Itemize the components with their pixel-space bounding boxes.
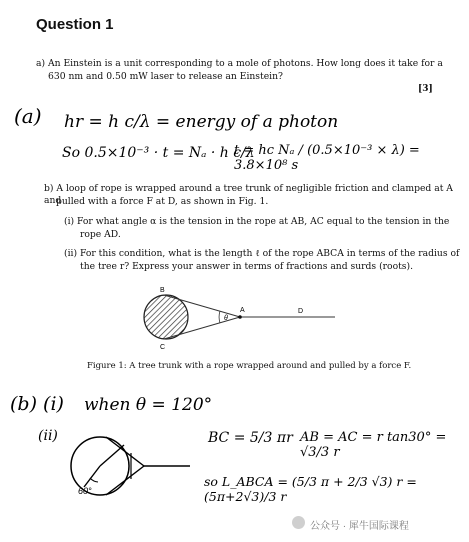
part-b-sub-ii-line2: the tree r? Express your answer in terms of fractions and surds (roots).: [80, 261, 414, 272]
hand-sketch: [64, 428, 194, 503]
label-theta: θ: [224, 315, 228, 322]
sketch-radius: [84, 466, 100, 487]
hand-b-ii-label: (ii): [38, 428, 58, 444]
tree-trunk: [144, 295, 188, 339]
hand-b-label: (b) (i): [10, 393, 64, 415]
wechat-icon: [292, 516, 305, 529]
watermark-text: 公众号 · 犀牛国际课程: [310, 521, 409, 532]
label-b: B: [160, 287, 165, 294]
part-b-sub-ii-line1: (ii) For this condition, what is the length ℓ of the rope ABCA in terms of the radius of: [64, 248, 460, 259]
label-c: C: [160, 344, 166, 351]
hand-b-i-answer: when θ = 120°: [84, 395, 213, 415]
question-title: Question 1: [36, 16, 114, 33]
part-b-sub-i-line1: (i) For what angle α is the tension in the rope at AB, AC equal to the tension in the: [64, 216, 450, 227]
part-a-marks: [3]: [418, 84, 433, 94]
part-a-text-line2: 630 nm and 0.50 mW laser to release an Einstein?: [48, 71, 283, 82]
part-b-sub-i-line2: rope AD.: [80, 229, 121, 240]
sketch-tangent-top: [106, 437, 144, 466]
part-b-text-line2: pulled with a force F at D, as shown in Fig. 1.: [56, 196, 269, 207]
sketch-tangent-bottom: [106, 466, 144, 495]
sketch-angle-label: 60°: [78, 486, 92, 496]
figure-caption: Figure 1: A tree trunk with a rope wrapped around and pulled by a force F.: [87, 361, 412, 371]
clamp-point-a: [238, 315, 242, 319]
label-d: D: [298, 308, 304, 315]
hand-a-line3: t = hc Nₐ / (0.5×10⁻³ × λ) = 3.8×10⁸ s: [234, 143, 420, 173]
sketch-angle-arc: [90, 478, 98, 482]
hand-b-ii-arc: BC = 5/3 πr: [208, 430, 293, 446]
part-b-text-line1: b) A loop of rope is wrapped around a tree trunk of negligible friction and clamped at A and: [44, 183, 453, 206]
figure-tree-rope: [140, 282, 340, 352]
label-a: A: [240, 307, 245, 314]
hand-a-line1: hr = h c/λ = energy of a photon: [64, 112, 339, 132]
hand-b-ii-total: so L_ABCA = (5/3 π + 2/3 √3) r = (5π+2√3)/3 r: [204, 474, 417, 504]
angle-arc: [219, 311, 220, 323]
hand-a-line2: So 0.5×10⁻³ · t = Nₐ · h c/λ: [62, 145, 255, 161]
hand-a-label: (a): [14, 104, 42, 128]
hand-b-ii-tangent: AB = AC = r tan30° = √3/3 r: [300, 430, 447, 460]
part-a-text-line1: a) An Einstein is a unit corresponding to a mole of photons. How long does it take for a: [36, 58, 443, 69]
